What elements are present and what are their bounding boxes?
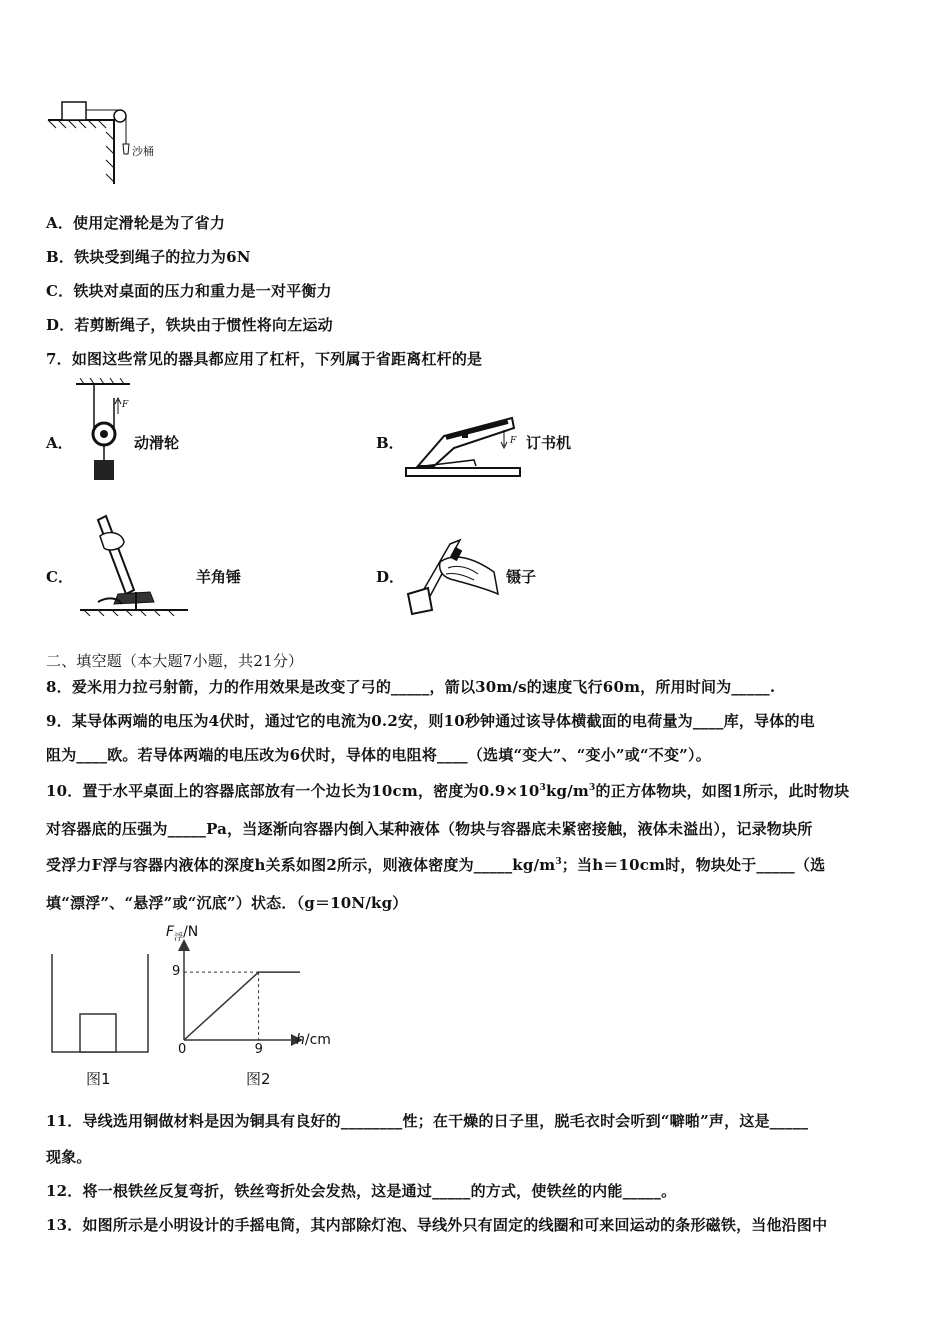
cube: [80, 1014, 116, 1052]
pulley-force-label: F: [122, 400, 129, 410]
q10-line-2: 对容器底的压强为_____Pa，当逐渐向容器内倒入某种液体（物块与容器底未紧密接触，液体未溢出），记录物块所: [46, 820, 813, 838]
q6-option-a: A．使用定滑轮是为了省力: [46, 214, 226, 232]
q7-option-d-name: 镊子: [506, 568, 537, 586]
q9-line-1: 9．某导体两端的电压为4伏时，通过它的电流为0.2安，则10秒钟通过该导体横截面的电荷量为____库，导体的电: [46, 712, 815, 730]
sand-bucket-label: 沙桶: [132, 145, 154, 158]
stapler-figure: [404, 408, 524, 480]
fig2-caption: 图2: [246, 1070, 271, 1088]
q10-line-1: [46, 780, 849, 801]
origin-label: 0: [178, 1042, 187, 1057]
stapler-drawing: [404, 408, 524, 480]
y-tick-label: 9: [172, 964, 181, 980]
q9-line-2: 阻为____欧。若导体两端的电压改为6伏时，导体的电阻将____（选填“变大”、“变小”或“不变”）。: [46, 746, 711, 764]
q10-line-4: 填“漂浮”、“悬浮”或“沉底”）状态．（g＝10N/kg）: [46, 894, 408, 912]
x-axis-label: [296, 1032, 331, 1048]
q10-figure-2: [160, 922, 340, 1062]
x-axis-symbol: h: [296, 1032, 305, 1048]
x-axis-unit: /cm: [304, 1032, 331, 1048]
movable-pulley-drawing: [72, 378, 142, 486]
q7-option-b-letter: B．: [376, 434, 404, 452]
x-tick-label: 9: [254, 1042, 263, 1057]
section-title: 二、填空题（本大题7小题，共21分）: [46, 652, 304, 670]
q10-line-1-c: 的正方体物块，如图1所示，此时物块: [595, 782, 850, 800]
y-axis-sub: 浮: [174, 932, 184, 943]
q6-option-c: C．铁块对桌面的压力和重力是一对平衡力: [46, 282, 332, 300]
q6-option-d: D．若剪断绳子，铁块由于惯性将向左运动: [46, 316, 333, 334]
q7-stem: 7．如图这些常见的器具都应用了杠杆，下列属于省距离杠杆的是: [46, 350, 483, 368]
tweezers-drawing: [404, 538, 504, 618]
q6-option-b: B．铁块受到绳子的拉力为6N: [46, 248, 251, 266]
q10-line-1-sup: 3: [539, 783, 546, 793]
tweezers-figure: [404, 538, 504, 618]
q7-option-b-name: 订书机: [526, 434, 572, 452]
container-drawing: [46, 950, 156, 1060]
y-axis-symbol: F: [166, 924, 175, 940]
q10-figure-1: [46, 950, 156, 1060]
claw-hammer-figure: [78, 512, 190, 616]
q7-option-c-letter: C．: [46, 568, 73, 586]
q10-line-3-sup: 3: [555, 857, 562, 867]
q10-line-3-b: ；当h＝10cm时，物块处于_____（选: [561, 856, 826, 874]
q10-line-1-a: 10．置于水平桌面上的容器底部放有一个边长为10cm，密度为0.9×10: [46, 782, 540, 800]
movable-pulley-figure: [72, 378, 142, 486]
q10-line-1-b: kg/m: [545, 782, 590, 800]
q13-text: 13．如图所示是小明设计的手摇电筒，其内部除灯泡、导线外只有固定的线圈和可来回运动的条形磁铁，当他沿图中: [46, 1216, 828, 1234]
pulley-table-diagram: [44, 98, 174, 190]
q7-option-a-letter: A．: [46, 434, 73, 452]
q7-option-c-name: 羊角锤: [196, 568, 242, 586]
stapler-force-label: F: [510, 436, 517, 446]
q10-line-3: [46, 854, 825, 875]
q10-line-3-a: 受浮力F浮与容器内液体的深度h关系如图2所示，则液体密度为_____kg/m: [46, 856, 556, 874]
q11-line-1: 11．导线选用铜做材料是因为铜具有良好的________性；在干燥的日子里，脱毛衣时会听到“噼啪”声，这是_____: [46, 1112, 809, 1130]
q7-option-d-letter: D．: [376, 568, 405, 586]
q11-line-2: 现象。: [46, 1148, 92, 1166]
q10-line-1-sup2: 3: [589, 783, 596, 793]
y-axis-label: [166, 924, 198, 943]
buoyancy-series-line: [184, 972, 300, 1040]
y-axis-unit: /N: [183, 924, 199, 940]
claw-hammer-drawing: [78, 512, 190, 616]
q8-text: 8．爱米用力拉弓射箭，力的作用效果是改变了弓的_____，箭以30m/s的速度飞行60m，所用时间为_____.: [46, 678, 776, 696]
q12-text: 12．将一根铁丝反复弯折，铁丝弯折处会发热，这是通过_____的方式，使铁丝的内能_____。: [46, 1182, 677, 1200]
fig1-caption: 图1: [86, 1070, 111, 1088]
q6-figure: [44, 98, 174, 190]
q7-option-a-name: 动滑轮: [134, 434, 180, 452]
